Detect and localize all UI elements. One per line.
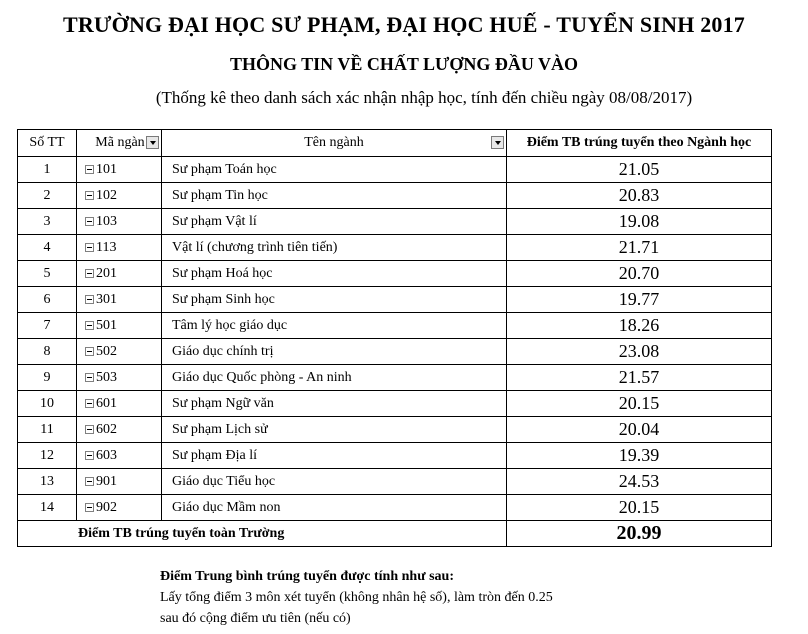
collapse-minus-icon[interactable] [85, 451, 94, 460]
row-score: 19.08 [507, 209, 772, 235]
row-stt: 6 [18, 287, 77, 313]
col-header-stt: Số TT [18, 130, 77, 157]
row-code-cell [77, 235, 162, 261]
row-code-cell [77, 443, 162, 469]
row-score: 24.53 [507, 469, 772, 495]
row-code-cell [77, 209, 162, 235]
row-major-name: Sư phạm Địa lí [162, 443, 507, 469]
row-code: 502 [96, 343, 117, 359]
row-code-cell [77, 157, 162, 183]
row-score: 20.15 [507, 391, 772, 417]
row-score: 23.08 [507, 339, 772, 365]
row-major-name: Sư phạm Hoá học [162, 261, 507, 287]
table-row [18, 365, 772, 391]
row-code-cell [77, 313, 162, 339]
row-major-name: Sư phạm Vật lí [162, 209, 507, 235]
row-code: 103 [96, 213, 117, 229]
row-score: 21.71 [507, 235, 772, 261]
collapse-minus-icon[interactable] [85, 347, 94, 356]
table-row [18, 235, 772, 261]
collapse-minus-icon[interactable] [85, 503, 94, 512]
row-code-cell [77, 339, 162, 365]
row-major-name: Sư phạm Ngữ văn [162, 391, 507, 417]
col-header-score: Điểm TB trúng tuyển theo Ngành học [507, 130, 772, 157]
table-row [18, 157, 772, 183]
date-note: (Thống kê theo danh sách xác nhận nhập học, tính đến chiều ngày 08/08/2017) [155, 88, 693, 107]
page-subtitle: THÔNG TIN VỀ CHẤT LƯỢNG ĐẦU VÀO [229, 54, 579, 74]
row-stt: 12 [18, 443, 77, 469]
table-row [18, 469, 772, 495]
table-row [18, 261, 772, 287]
row-stt: 14 [18, 495, 77, 521]
col-header-code-label: Mã ngàn [95, 135, 145, 150]
page-title: TRƯỜNG ĐẠI HỌC SƯ PHẠM, ĐẠI HỌC HUẾ - TUYỂN SINH 2017 [62, 12, 746, 37]
row-stt: 2 [18, 183, 77, 209]
total-label: Điểm TB trúng tuyển toàn Trường [18, 521, 507, 547]
table-row [18, 339, 772, 365]
row-score: 19.39 [507, 443, 772, 469]
formula-note [160, 566, 553, 629]
row-stt: 1 [18, 157, 77, 183]
collapse-minus-icon[interactable] [85, 399, 94, 408]
row-code-cell [77, 365, 162, 391]
collapse-minus-icon[interactable] [85, 295, 94, 304]
collapse-minus-icon[interactable] [85, 321, 94, 330]
row-code: 501 [96, 317, 117, 333]
row-major-name: Sư phạm Sinh học [162, 287, 507, 313]
collapse-minus-icon[interactable] [85, 243, 94, 252]
row-stt: 7 [18, 313, 77, 339]
total-row [18, 521, 772, 547]
row-major-name: Tâm lý học giáo dục [162, 313, 507, 339]
col-header-code [77, 130, 162, 157]
table-header-row [18, 130, 772, 157]
row-code: 902 [96, 499, 117, 515]
row-major-name: Vật lí (chương trình tiên tiến) [162, 235, 507, 261]
row-major-name: Sư phạm Toán học [162, 157, 507, 183]
row-code: 901 [96, 473, 117, 489]
table-row [18, 417, 772, 443]
total-value: 20.99 [507, 521, 772, 547]
row-code: 603 [96, 447, 117, 463]
row-code-cell [77, 183, 162, 209]
row-score: 19.77 [507, 287, 772, 313]
row-score: 18.26 [507, 313, 772, 339]
row-score: 20.15 [507, 495, 772, 521]
formula-heading: Điểm Trung bình trúng tuyển được tính như sau: [160, 569, 454, 584]
collapse-minus-icon[interactable] [85, 477, 94, 486]
row-major-name: Sư phạm Lịch sử [162, 417, 507, 443]
row-code: 503 [96, 369, 117, 385]
row-code-cell [77, 287, 162, 313]
row-major-name: Giáo dục Mầm non [162, 495, 507, 521]
row-major-name: Giáo dục Quốc phòng - An ninh [162, 365, 507, 391]
collapse-minus-icon[interactable] [85, 165, 94, 174]
row-code-cell [77, 391, 162, 417]
filter-dropdown-icon[interactable] [491, 136, 504, 149]
table-row [18, 183, 772, 209]
row-code: 113 [96, 239, 117, 255]
table-row [18, 287, 772, 313]
row-code-cell [77, 469, 162, 495]
row-major-name: Giáo dục chính trị [162, 339, 507, 365]
row-stt: 10 [18, 391, 77, 417]
formula-line-2: sau đó cộng điểm ưu tiên (nếu có) [160, 611, 351, 626]
collapse-minus-icon[interactable] [85, 217, 94, 226]
row-code: 301 [96, 291, 117, 307]
row-major-name: Sư phạm Tin học [162, 183, 507, 209]
row-score: 20.83 [507, 183, 772, 209]
row-stt: 8 [18, 339, 77, 365]
row-code: 101 [96, 161, 117, 177]
row-score: 21.57 [507, 365, 772, 391]
row-score: 20.70 [507, 261, 772, 287]
admission-score-table [17, 129, 772, 547]
collapse-minus-icon[interactable] [85, 191, 94, 200]
collapse-minus-icon[interactable] [85, 425, 94, 434]
formula-line-1: Lấy tổng điểm 3 môn xét tuyển (không nhân hệ số), làm tròn đến 0.25 [160, 590, 553, 605]
filter-dropdown-icon[interactable] [146, 136, 159, 149]
row-stt: 13 [18, 469, 77, 495]
collapse-minus-icon[interactable] [85, 269, 94, 278]
row-stt: 9 [18, 365, 77, 391]
row-code: 102 [96, 187, 117, 203]
row-stt: 5 [18, 261, 77, 287]
table-row [18, 209, 772, 235]
table-row [18, 443, 772, 469]
row-code: 201 [96, 265, 117, 281]
row-major-name: Giáo dục Tiểu học [162, 469, 507, 495]
row-code: 601 [96, 395, 117, 411]
col-header-name [162, 130, 507, 157]
table-row [18, 495, 772, 521]
table-row [18, 391, 772, 417]
row-code-cell [77, 495, 162, 521]
col-header-name-label: Tên ngành [304, 135, 364, 150]
table-row [18, 313, 772, 339]
row-code-cell [77, 261, 162, 287]
row-code-cell [77, 417, 162, 443]
row-code: 602 [96, 421, 117, 437]
row-score: 21.05 [507, 157, 772, 183]
row-stt: 4 [18, 235, 77, 261]
row-stt: 11 [18, 417, 77, 443]
collapse-minus-icon[interactable] [85, 373, 94, 382]
row-stt: 3 [18, 209, 77, 235]
row-score: 20.04 [507, 417, 772, 443]
